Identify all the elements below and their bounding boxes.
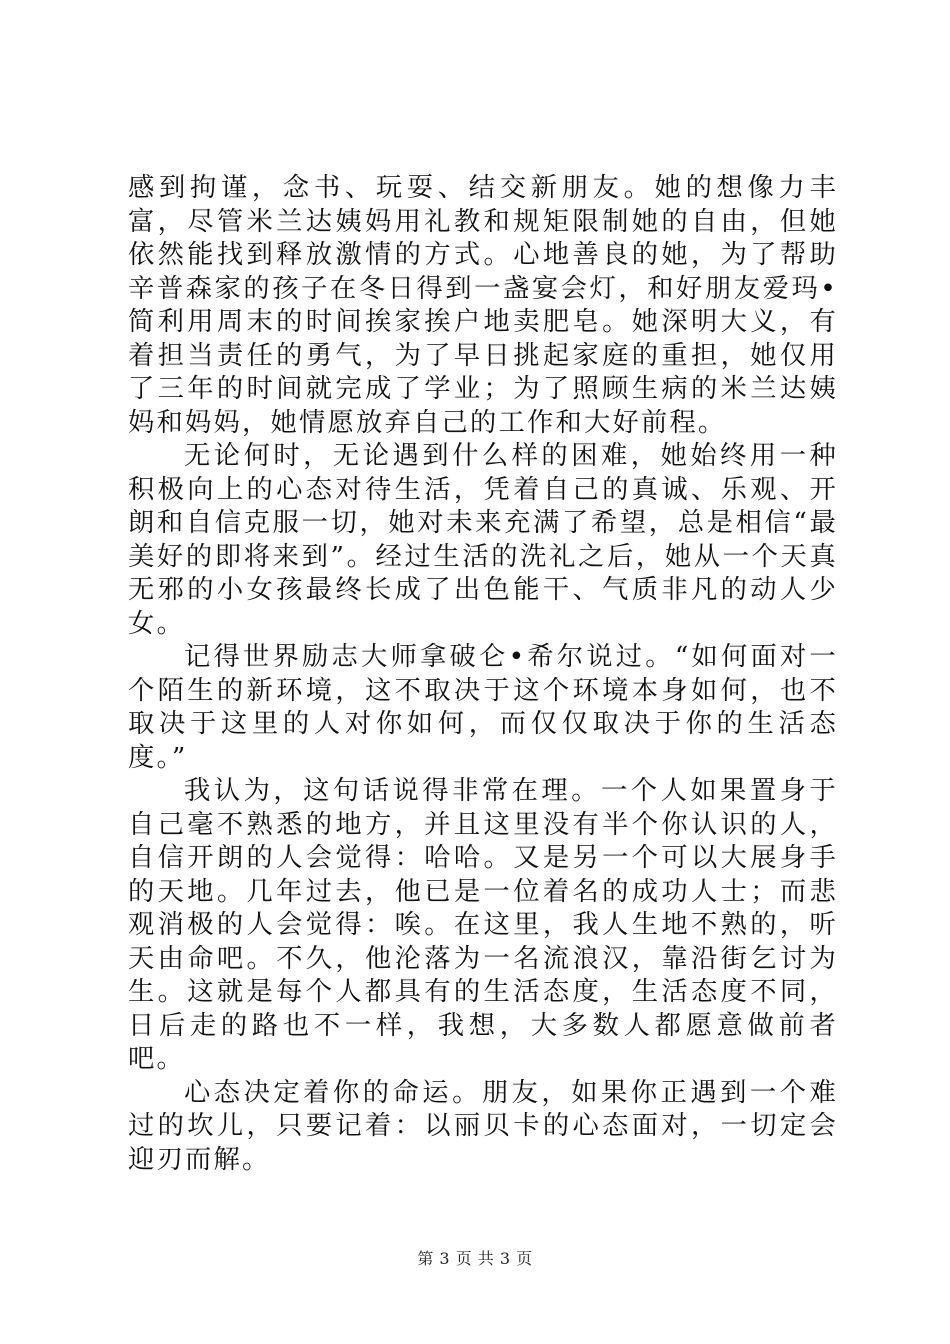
document-body — [128, 172, 838, 1177]
paragraph-3: 记得世界励志大师拿破仑•希尔说过。“如何面对一个陌生的新环境，这不取决于这个环境本身如何，也不取决于这里的人对你如何，而仅仅取决于你的生活态度。” — [128, 642, 838, 773]
paragraph-1: 感到拘谨，念书、玩耍、结交新朋友。她的想像力丰富，尽管米兰达姨妈用礼教和规矩限制她的自由，但她依然能找到释放激情的方式。心地善良的她，为了帮助辛普森家的孩子在冬日得到一盏宴会灯，和好朋友爱玛•简利用周末的时间挨家挨户地卖肥皂。她深明大义，有着担当责任的勇气，为了早日挑起家庭的重担，她仅用了三年的时间就完成了学业；为了照顾生病的米兰达姨妈和妈妈，她情愿放弃自己的工作和大好前程。 — [128, 173, 838, 438]
page-footer — [0, 1246, 950, 1269]
paragraph-5: 心态决定着你的命运。朋友，如果你正遇到一个难过的坎儿，只要记着：以丽贝卡的心态面对，一切定会迎刃而解。 — [128, 1077, 838, 1175]
paragraph-2: 无论何时，无论遇到什么样的困难，她始终用一种积极向上的心态对待生活，凭着自己的真诚、乐观、开朗和自信克服一切，她对未来充满了希望，总是相信“最美好的即将来到”。经过生活的洗礼之后，她从一个天真无邪的小女孩最终长成了出色能干、气质非凡的动人少女。 — [128, 441, 838, 639]
paragraph-4: 我认为，这句话说得非常在理。一个人如果置身于自己毫不熟悉的地方，并且这里没有半个你认识的人，自信开朗的人会觉得：哈哈。又是另一个可以大展身手的天地。几年过去，他已是一位着名的成功人士；而悲观消极的人会觉得：唉。在这里，我人生地不熟的，听天由命吧。不久，他沦落为一名流浪汉，靠沿街乞讨为生。这就是每个人都具有的生活态度，生活态度不同，日后走的路也不一样，我想，大多数人都愿意做前者吧。 — [128, 776, 838, 1074]
page-number-label: 第 3 页 共 3 页 — [417, 1249, 533, 1268]
